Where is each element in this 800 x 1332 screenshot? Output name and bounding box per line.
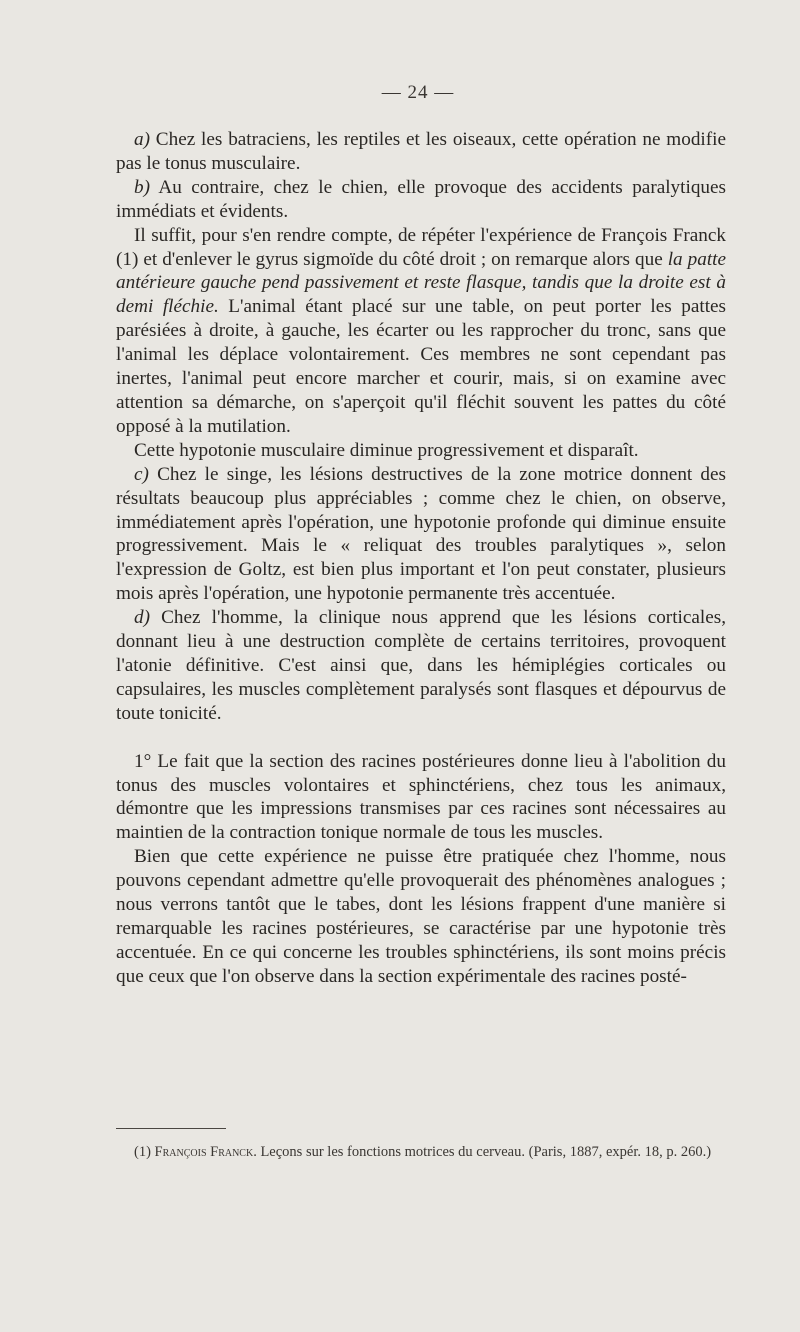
footnote-divider bbox=[116, 1128, 226, 1129]
paragraph-d bbox=[116, 606, 726, 726]
page-number: — 24 — bbox=[381, 82, 455, 103]
paragraph-b bbox=[116, 176, 726, 224]
paragraph-text: Chez les batraciens, les reptiles et les oiseaux, cette opération ne modifie pas le tonus musculaire. bbox=[116, 129, 726, 174]
paragraph-1 bbox=[116, 750, 726, 846]
footnote-marker: (1) bbox=[134, 1144, 155, 1160]
paragraph-text: Bien que cette expérience ne puisse être pratiquée chez l'homme, nous pouvons cependant admettre qu'elle provoquerait des phénomènes analogues ; nous verrons tantôt que le tabes, dont les lésions frappent d'une manière si remarquable les racines postérieures, se caractérise par une hypotonie très accentuée. En ce qui concerne les troubles sphinctériens, ils sont moins précis que ceux que l'on observe dans la section expérimentale des racines posté- bbox=[116, 846, 726, 987]
paragraph-text: Il suffit, pour s'en rendre compte, de répéter l'expérience de François Franck (1) et d'enlever le gyrus sigmoïde du côté droit ; on remarque alors que bbox=[116, 224, 726, 270]
paragraph-text: Au contraire, chez le chien, elle provoque des accidents paralytiques immédiats et évidents. bbox=[116, 176, 726, 222]
paragraph-label: b) bbox=[134, 176, 150, 198]
paragraph-text: 1° Le fait que la section des racines postérieures donne lieu à l'abolition du tonus des muscles volontaires et sphinctériens, chez tous les animaux, démontre que les impressions transmises par ces racines sont nécessaires au maintien de la contraction tonique normale de tous les muscles. bbox=[116, 750, 726, 844]
paragraph-experiment bbox=[116, 224, 726, 439]
footnote-text: . Leçons sur les fonctions motrices du cerveau. (Paris, 1887, expér. 18, p. 260.) bbox=[253, 1144, 712, 1160]
paragraph-hypotonia bbox=[116, 439, 726, 463]
paragraph-label: d) bbox=[134, 607, 150, 629]
paragraph-text: Chez le singe, les lésions destructives de la zone motrice donnent des résultats beaucoup plus appréciables ; comme chez le chien, on observe, immédiatement après l'opération, une hypotonie profonde qui diminue ensuite progressivement. Mais le « reliquat des troubles paralytiques », selon l'expression de Goltz, est bien plus important et l'on peut constater, plusieurs mois après l'opération, une hypotonie permanente très accentuée. bbox=[116, 463, 726, 605]
footnote bbox=[116, 1142, 726, 1163]
emphasized-text: la patte antérieure gauche pend passivement et reste flasque, tandis que la droite est à demi fléchie. bbox=[116, 248, 726, 318]
paragraph-c bbox=[116, 463, 726, 606]
paragraph-label: c) bbox=[134, 463, 149, 485]
body-text bbox=[116, 128, 726, 989]
paragraph-label: a) bbox=[134, 129, 150, 150]
paragraph-text: L'animal étant placé sur une table, on peut porter les pattes parésiées à droite, à gauche, les écarter ou les rapprocher du tronc, sans que l'animal les déplace volontairement. Ces membres ne sont cependant pas inertes, l'animal peut encore marcher et courir, mais, si on examine avec attention sa démarche, on s'aperçoit qu'il fléchit souvent les pattes du côté opposé à la mutilation. bbox=[116, 296, 727, 437]
paragraph-text: Chez l'homme, la clinique nous apprend que les lésions corticales, donnant lieu à une destruction complète de certains territoires, provoquent l'atonie définitive. C'est ainsi que, dans les hémiplégies corticales ou capsulaires, les muscles complètement paralysés sont flasques et dépourvus de toute tonicité. bbox=[116, 607, 726, 724]
paragraph-text: Cette hypotonie musculaire diminue progressivement et disparaît. bbox=[134, 439, 639, 461]
paragraph-a bbox=[116, 128, 726, 176]
footnote-author: François Franck bbox=[154, 1144, 254, 1160]
paragraph-tabes bbox=[116, 845, 726, 988]
